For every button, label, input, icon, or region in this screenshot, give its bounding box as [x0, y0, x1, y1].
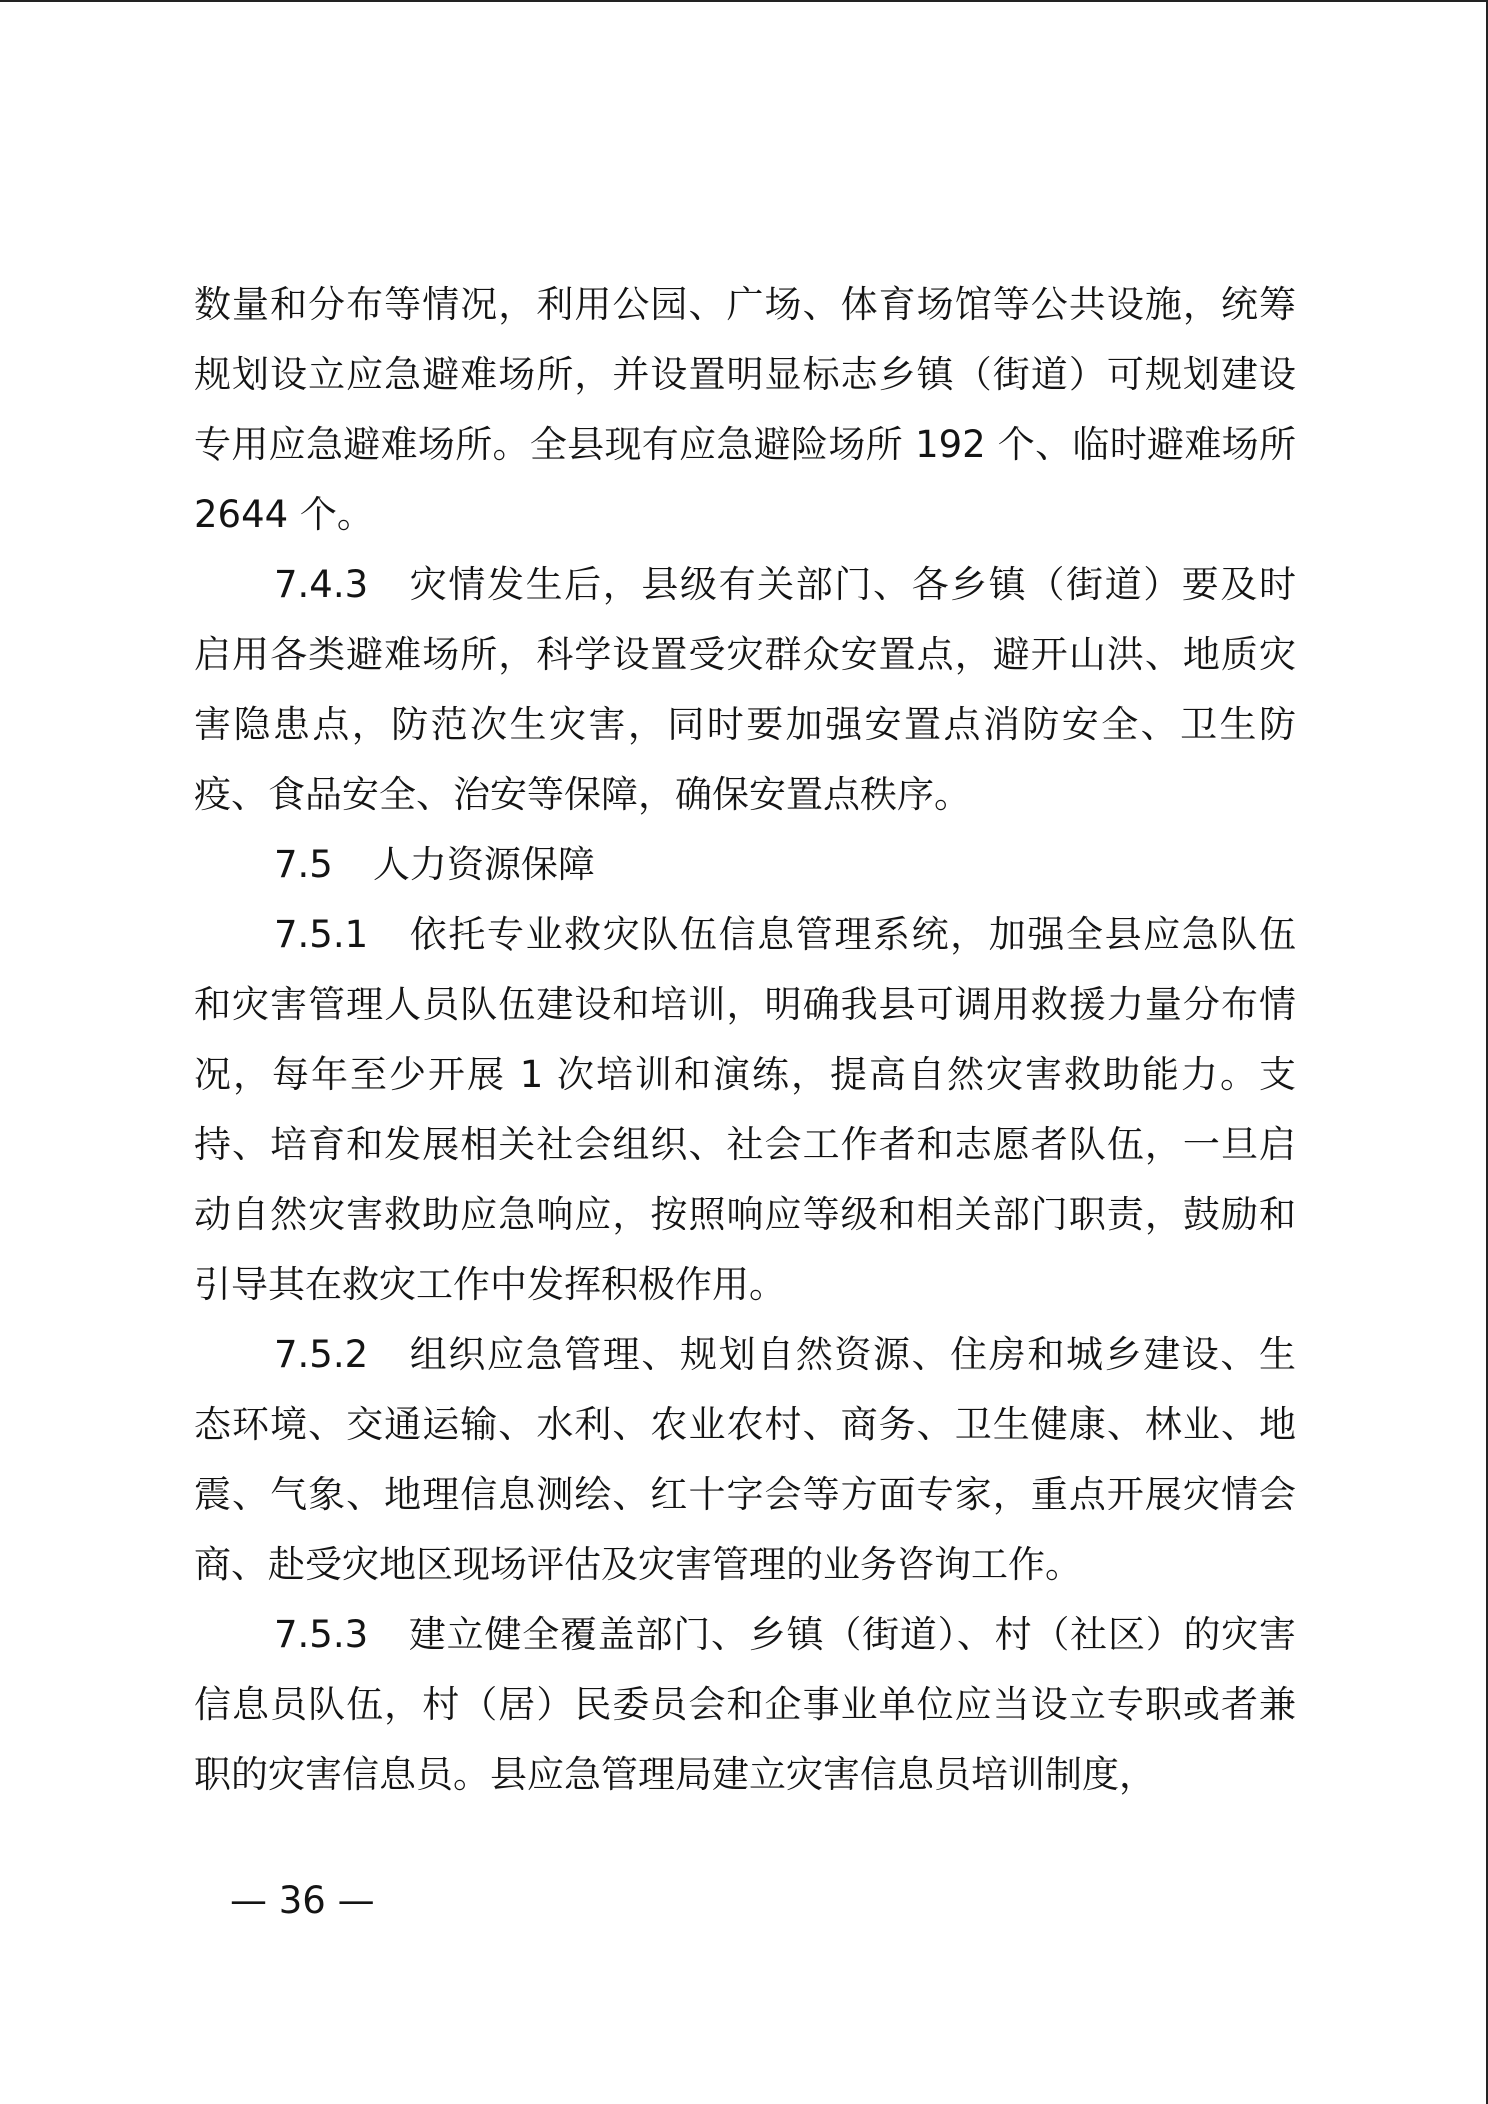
- document-body: [194, 270, 1296, 1810]
- paragraph-text: 组织应急管理、规划自然资源、住房和城乡建设、生态环境、交通运输、水利、农业农村、商务、卫生健康、林业、地震、气象、地理信息测绘、红十字会等方面专家，重点开展灾情会商、赴受灾地区现场评估及灾害管理的业务咨询工作。: [194, 1333, 1296, 1586]
- paragraph-text: 灾情发生后，县级有关部门、各乡镇（街道）要及时启用各类避难场所，科学设置受灾群众安置点，避开山洪、地质灾害隐患点，防范次生灾害，同时要加强安置点消防安全、卫生防疫、食品安全、治安等保障，确保安置点秩序。: [194, 563, 1296, 816]
- section-heading: 人力资源保障: [372, 843, 595, 886]
- section-number: 7.5.2: [274, 1333, 369, 1376]
- section-number: 7.5.3: [274, 1613, 369, 1656]
- paragraph-text: 数量和分布等情况，利用公园、广场、体育场馆等公共设施，统筹规划设立应急避难场所，并设置明显标志乡镇（街道）可规划建设专用应急避难场所。全县现有应急避险场所 192 个、临时避难场所 2644 个。: [194, 283, 1296, 536]
- section-number: 7.4.3: [274, 563, 369, 606]
- paragraph-7-5-3: [194, 1600, 1296, 1810]
- page-top-border: [0, 0, 1488, 2]
- paragraph-text: 建立健全覆盖部门、乡镇（街道）、村（社区）的灾害信息员队伍，村（居）民委员会和企事业单位应当设立专职或者兼职的灾害信息员。县应急管理局建立灾害信息员培训制度，: [194, 1613, 1296, 1796]
- paragraph-text: 依托专业救灾队伍信息管理系统，加强全县应急队伍和灾害管理人员队伍建设和培训，明确我县可调用救援力量分布情况，每年至少开展 1 次培训和演练，提高自然灾害救助能力。支持、培育和发展相关社会组织、社会工作者和志愿者队伍，一旦启动自然灾害救助应急响应，按照响应等级和相关部门职责，鼓励和引导其在救灾工作中发挥积极作用。: [194, 913, 1296, 1306]
- heading-7-5: [194, 830, 1296, 900]
- page-number: — 36 —: [230, 1879, 375, 1922]
- section-number: 7.5: [274, 843, 333, 886]
- paragraph-7-5-2: [194, 1320, 1296, 1600]
- paragraph-7-5-1: [194, 900, 1296, 1320]
- paragraph-continuation: [194, 270, 1296, 550]
- section-number: 7.5.1: [274, 913, 369, 956]
- paragraph-7-4-3: [194, 550, 1296, 830]
